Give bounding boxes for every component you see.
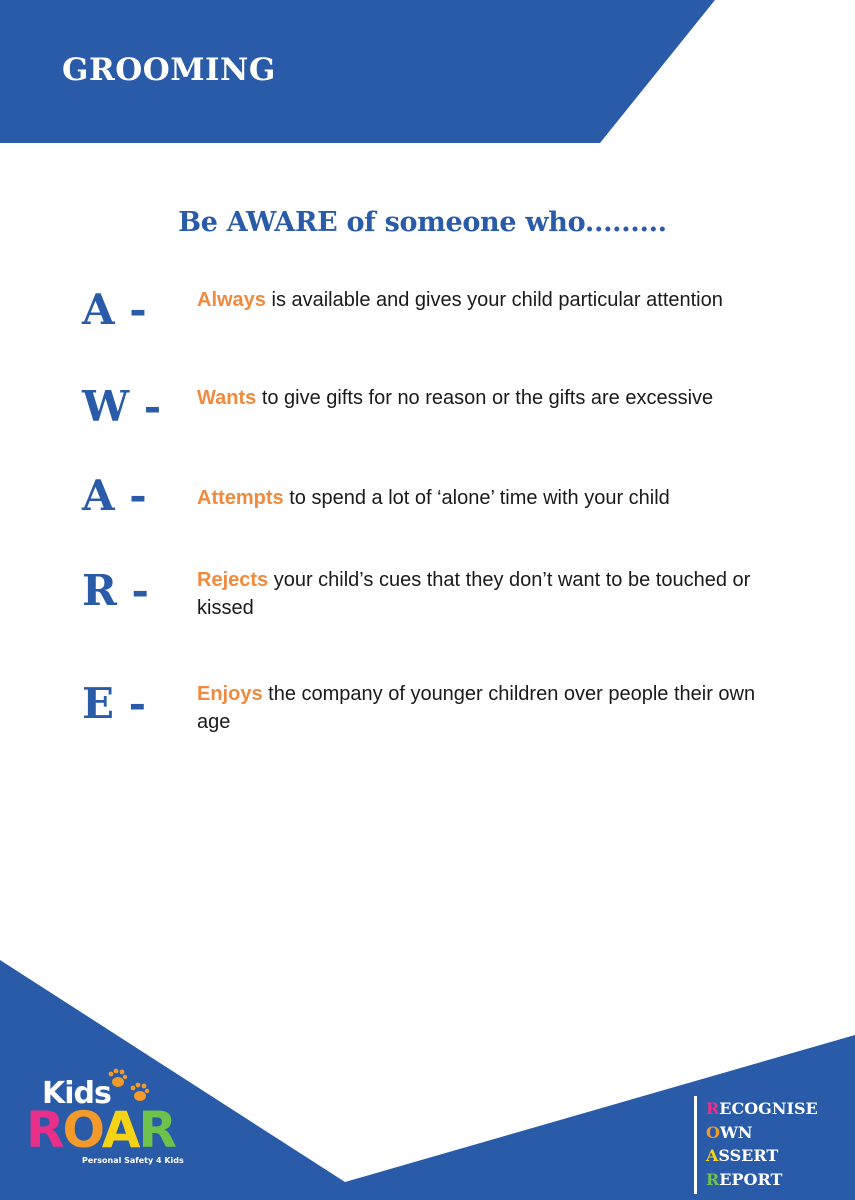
aware-description: your child’s cues that they don’t want to be touched or kissed: [197, 569, 751, 619]
acronym-divider: [694, 1096, 697, 1194]
aware-description: the company of younger children over people their own age: [197, 683, 756, 733]
section-heading: Be AWARE of someone who.........: [178, 207, 667, 238]
kids-roar-logo: [22, 1068, 197, 1173]
roar-acronym: [706, 1097, 818, 1191]
aware-description: is available and gives your child particular attention: [265, 289, 723, 311]
aware-letter-a: A -: [82, 285, 147, 334]
acronym-row: [706, 1144, 818, 1168]
aware-item-text: [197, 566, 757, 622]
aware-description: to give gifts for no reason or the gifts are excessive: [256, 387, 714, 409]
aware-item-text: [197, 680, 757, 736]
logo-letter: R: [26, 1101, 63, 1159]
acronym-initial: O: [706, 1122, 720, 1142]
aware-letter-w: W -: [82, 382, 162, 431]
logo-roar-text: [26, 1101, 175, 1159]
aware-letter-e: E -: [82, 679, 147, 728]
acronym-row: [706, 1097, 818, 1121]
acronym-word: ECOGNISE: [719, 1099, 818, 1118]
acronym-word: SSERT: [718, 1146, 779, 1165]
logo-kids-text: Kids: [42, 1076, 111, 1111]
acronym-row: [706, 1168, 818, 1192]
acronym-initial: R: [706, 1099, 720, 1118]
logo-letter: R: [138, 1101, 175, 1159]
page-title: GROOMING: [62, 52, 276, 88]
acronym-word: EPORT: [719, 1169, 783, 1189]
aware-keyword: Wants: [197, 387, 257, 409]
aware-keyword: Rejects: [197, 569, 269, 591]
logo-letter: A: [101, 1101, 139, 1159]
aware-letter-a2: A -: [82, 471, 147, 520]
aware-letter-r: R -: [82, 566, 149, 615]
aware-keyword: Enjoys: [197, 683, 263, 705]
logo-letter: O: [62, 1101, 102, 1159]
acronym-word: WN: [719, 1122, 753, 1142]
aware-keyword: Always: [197, 289, 266, 311]
acronym-initial: R: [706, 1169, 720, 1189]
aware-item-text: [197, 484, 757, 512]
acronym-row: [706, 1121, 818, 1145]
aware-item-text: [197, 384, 757, 412]
aware-description: to spend a lot of ‘alone’ time with your child: [283, 487, 670, 509]
logo-tagline: Personal Safety 4 Kids: [82, 1156, 184, 1165]
aware-keyword: Attempts: [197, 487, 284, 509]
acronym-initial: A: [706, 1146, 719, 1165]
aware-item-text: [197, 286, 757, 314]
